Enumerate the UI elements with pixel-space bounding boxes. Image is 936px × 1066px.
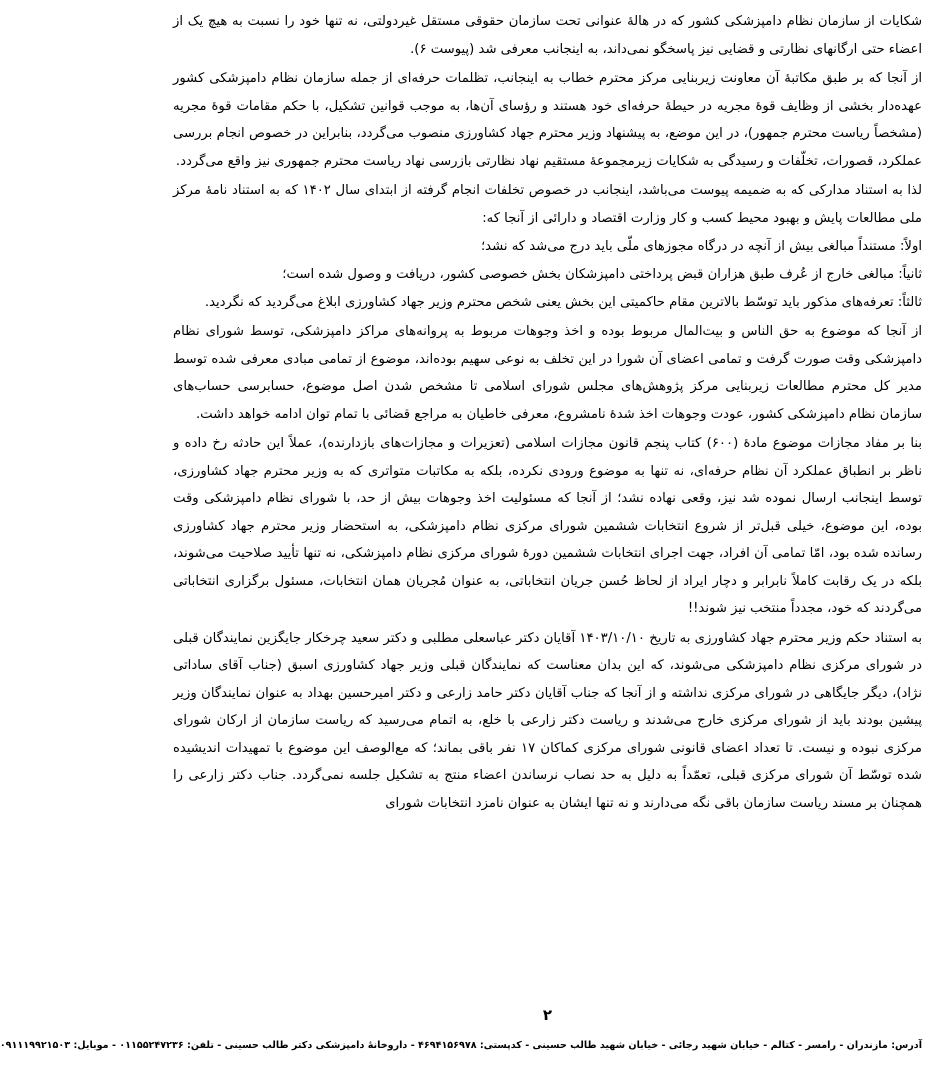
paragraph-second: ثانیاً: مبالغی خارج از عُرف طبق هزاران قبض پرداختی دامپزشکان بخش خصوصی کشور، دریافت و وصول شده است؛ <box>282 267 922 282</box>
paragraph-third: ثالثاً: تعرفه‌های مذکور باید توسّط بالاترین مقام حاکمیتی این بخش یعنی شخص محترم وزیر جهاد کشاورزی ابلاغ می‌گردید که نگردید. <box>204 295 922 310</box>
page-number: ۲ <box>542 1006 553 1024</box>
paragraph-documents-intro: لذا به استناد مدارکی که به ضمیمه پیوست می‌باشد، اینجانب در خصوص تخلفات انجام گرفته از ابتدای سال ۱۴۰۲ که به استناد نامهٔ مرکز ملی مطالعات پایش و بهبود محیط کسب و کار وزارت اقتصاد و دارائی از آنجا که: <box>173 183 922 226</box>
paragraph-executive-branch: از آنجا که بر طبق مکاتبهٔ آن معاونت زیربنایی مرکز محترم خطاب به اینجانب، تظلمات حرفه‌ای از جمله سازمان نظام دامپزشکی کشور عهده‌دار بخشی از وظایف قوهٔ مجریه در حیطهٔ حرفه‌ای خود هستند و رؤسای آن‌ها، به موجب قوانین تشکیل، با حکم مقامات قوهٔ مجریه (مشخصاً ریاست محترم جمهور)، در این موضع، به پیشنهاد وزیر محترم جهاد کشاورزی منصوب می‌گردد، بنابراین در خصوص انجام بررسی عملکرد، قصورات، تخلّفات و رسیدگی به شکایات زیرمجموعهٔ مستقیم نهاد نظارتی بازرسی نهاد ریاست محترم جمهوری نیز واقع می‌گردد. <box>173 71 922 169</box>
paragraph-minister-order: به استناد حکم وزیر محترم جهاد کشاورزی به تاریخ ۱۴۰۳/۱۰/۱۰ آقایان دکتر عباسعلی مطلبی و دکتر سعید چرخکار جایگزین نمایندگان قبلی در شورای مرکزی نظام دامپزشکی می‌شوند، که این بدان معناست که نمایندگان قبلی وزیر جهاد کشاورزی اسبق (جناب آقای ساداتی نژاد)، دیگر جایگاهی در شورای مرکزی نداشته و از آنجا که جناب آقایان دکتر حامد زارعی و دکتر امیرحسین بهداد به عنوان نمایندگان وزیر پیشین بودند باید از شورای مرکزی خارج می‌شدند و ریاست دکتر زارعی با خلع، به اتمام می‌رسید که ریاست سازمان از ارکان شورای مرکزی نبوده و نیست. تا تعداد اعضای قانونی شورای مرکزی کماکان ۱۷ نفر باقی بماند؛ که مع‌الوصف این موضوع با تمهیدات اندیشیده شده توسّط آن شورای مرکزی قبلی، تعمّداً به دلیل به حد نصاب نرساندن اعضاء منتج به تشکیل جلسه نمی‌گردد. جناب دکتر زارعی را همچنان بر مسند ریاست سازمان باقی نگه می‌دارند و نه تنها ایشان به عنوان نامزد انتخابات شورای <box>173 630 923 811</box>
paragraph-public-rights: از آنجا که موضوع به حق الناس و بیت‌المال مربوط بوده و اخذ وجوهات مربوط به پروانه‌های مراکز دامپزشکی، توسط شورای نظام دامپزشکی وقت صورت گرفت و تمامی اعضای آن شورا در این تخلف به نوعی سهیم بوده‌اند، موضوع از تمامی مبادی معرفی شده توسط مدیر کل محترم مطالعات زیربنایی مرکز پژوهش‌های مجلس شورای اسلامی تا مشخص شدن اصل موضوع، حسابرسی حساب‌های سازمان نظام دامپزشکی کشور، عودت وجوهات اخذ شدهٔ نامشروع، معرفی خاطیان به مراجع قضائی با تمام توان ادامه خواهد داشت. <box>173 324 922 422</box>
letter-body <box>0 8 923 1066</box>
footer-address: آدرس: مازندران - رامسر - کتالم - خیابان شهید رجائی - خیابان شهید طالب حسینی - کدپستی: ۴۶۹۴۱۵۶۹۷۸ - داروخانهٔ دامپزشکی دکتر طالب حسینی - تلفن: ۰۱۱۵۵۲۴۷۲۳۶ - موبایل: ۰۹۱۱۱۹۹۲۱۵۰۳ <box>0 1040 922 1051</box>
paragraph-first: اولاً: مستنداً مبالغی بیش از آنچه در درگاه مجوزهای ملّی باید درج می‌شد که نشد؛ <box>480 239 922 254</box>
paragraph-article-600: بنا بر مفاد مجازات موضوع مادهٔ (۶۰۰) کتاب پنجم قانون مجازات اسلامی (تعزیرات و مجازات‌های بازدارنده)، عملاً این حادثه رخ داده و ناظر بر انطباق عملکرد آن نظام حرفه‌ای، نه تنها به موضوع ورودی نکرده، بلکه به مکاتبات متواتری که به وزیر محترم جهاد کشاورزی، توسط اینجانب ارسال نموده شد نیز، وقعی نهاده نشد؛ از آنجا که مسئولیت اخذ وجوهات بیش از حد، با شورای نظام دامپزشکی وقت بوده، این موضوع، خیلی قبل‌تر از شروع انتخابات ششمین شورای مرکزی نظام دامپزشکی، به استحضار وزیر محترم جهاد کشاورزی رسانده شده بود، امّا تمامی آن افراد، جهت اجرای انتخابات ششمین دورهٔ شورای مرکزی نظام دامپزشکی، نه تنها تأیید صلاحیت می‌شوند، بلکه در یک رقابت کاملاً نابرابر و دچار ایراد از لحاظ حُسن جریان انتخاباتی، به عنوان مُجریان همان انتخابات، مسئول برگزاری انتخاباتی می‌گردند که خود، مجدداً منتخب نیز شوند!! <box>173 436 922 616</box>
paragraph-complaints: شکایات از سازمان نظام دامپزشکی کشور که در هالهٔ عنوانی تحت سازمان حقوقی مستقل غیردولتی، نه تنها خود را نسبت به هیچ یک از اعضاء حتی ارگانهای نظارتی و قضایی نیز پاسخگو نمی‌داند، به اینجانب معرفی شد (پیوست ۶). <box>173 14 922 57</box>
